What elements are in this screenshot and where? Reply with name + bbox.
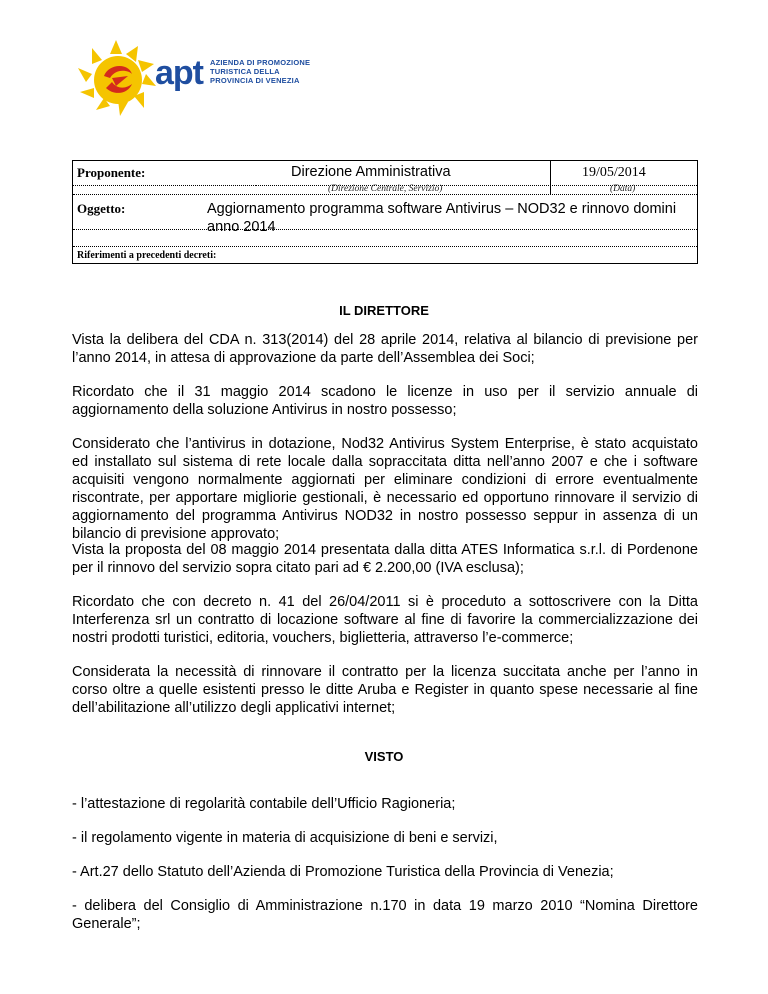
paragraph-4: Vista la proposta del 08 maggio 2014 presentata dalla ditta ATES Informatica s.r.l. di Pordenone per il rinnovo del servizio sopra citato pari ad € 2.200,00 (IVA esclusa); [72, 542, 698, 576]
header-divider [550, 161, 551, 194]
logo-line-2: TURISTICA DELLA [210, 67, 280, 76]
visto-item-2: - il regolamento vigente in materia di acquisizione di beni e servizi, [72, 830, 498, 846]
visto-item-1: - l’attestazione di regolarità contabile dell’Ufficio Ragioneria; [72, 796, 456, 812]
heading-visto: VISTO [364, 749, 404, 764]
paragraph-1: Vista la delibera del CDA n. 313(2014) del 28 aprile 2014, relativa al bilancio di previsione per l’anno 2014, in attesa di approvazione da parte dell’Assemblea dei Soci; [72, 332, 698, 366]
proponente-value: Direzione Amministrativa [291, 164, 451, 180]
paragraph-2: Ricordato che il 31 maggio 2014 scadono le licenze in uso per il servizio annuale di aggiornamento della soluzione Antivirus in nostro possesso; [72, 384, 698, 418]
row-separator [73, 185, 256, 186]
riferimenti-label: Riferimenti a precedenti decreti: [77, 250, 217, 261]
date-caption: (Data) [610, 184, 636, 194]
proponente-label: Proponente: [77, 165, 146, 180]
oggetto-value: Aggiornamento programma software Antivirus – NOD32 e rinnovo domini anno 2014 [207, 201, 677, 235]
sun-logo-icon [76, 38, 166, 118]
row-separator [73, 246, 697, 247]
oggetto-label: Oggetto: [77, 201, 126, 216]
header-box [72, 160, 698, 264]
paragraph-3: Considerato che l’antivirus in dotazione, Nod32 Antivirus System Enterprise, è stato acquistato ed installato sul sistema di rete locale dalla sopraccitata ditta nell’anno 2007 e che i software acquisiti vengono normalmente aggiornati per eliminare condizioni di errore eventualmente riscontrate, per apportare migliorie gestionali, è necessario ed opportuno rinnovare il servizio di aggiornamento del programma Antivirus NOD32 in nostro possesso seppur in assenza di un bilancio di previsione approvato; [72, 436, 698, 542]
paragraph-5: Ricordato che con decreto n. 41 del 26/04/2011 si è proceduto a sottoscrivere con la Ditta Interferenza srl un contratto di locazione software al fine di favorire la commercializzazione dei nostri prodotti turistici, editoria, vouchers, biglietteria, attraverso l’e-commerce; [72, 594, 698, 646]
logo-brand-text: apt [155, 54, 203, 92]
visto-item-4: - delibera del Consiglio di Amministrazione n.170 in data 19 marzo 2010 “Nomina Direttore Generale”; [72, 898, 698, 932]
heading-il-direttore: IL DIRETTORE [339, 303, 429, 318]
row-separator [73, 194, 697, 195]
paragraph-6: Considerata la necessità di rinnovare il contratto per la licenza succitata anche per l’anno in corso oltre a quelle esistenti presso le ditte Aruba e Register in quanto spese necessarie al fine dell’abilitazione all’utilizzo degli applicativi internet; [72, 664, 698, 716]
logo-line-3: PROVINCIA DI VENEZIA [210, 76, 300, 85]
proponente-caption: (Direzione Centrale, Servizio) [328, 184, 443, 194]
visto-item-3: - Art.27 dello Statuto dell’Azienda di Promozione Turistica della Provincia di Venezia; [72, 864, 614, 880]
logo-line-1: AZIENDA DI PROMOZIONE [210, 58, 311, 67]
date-value: 19/05/2014 [582, 165, 646, 180]
logo-subtitle [210, 58, 310, 85]
